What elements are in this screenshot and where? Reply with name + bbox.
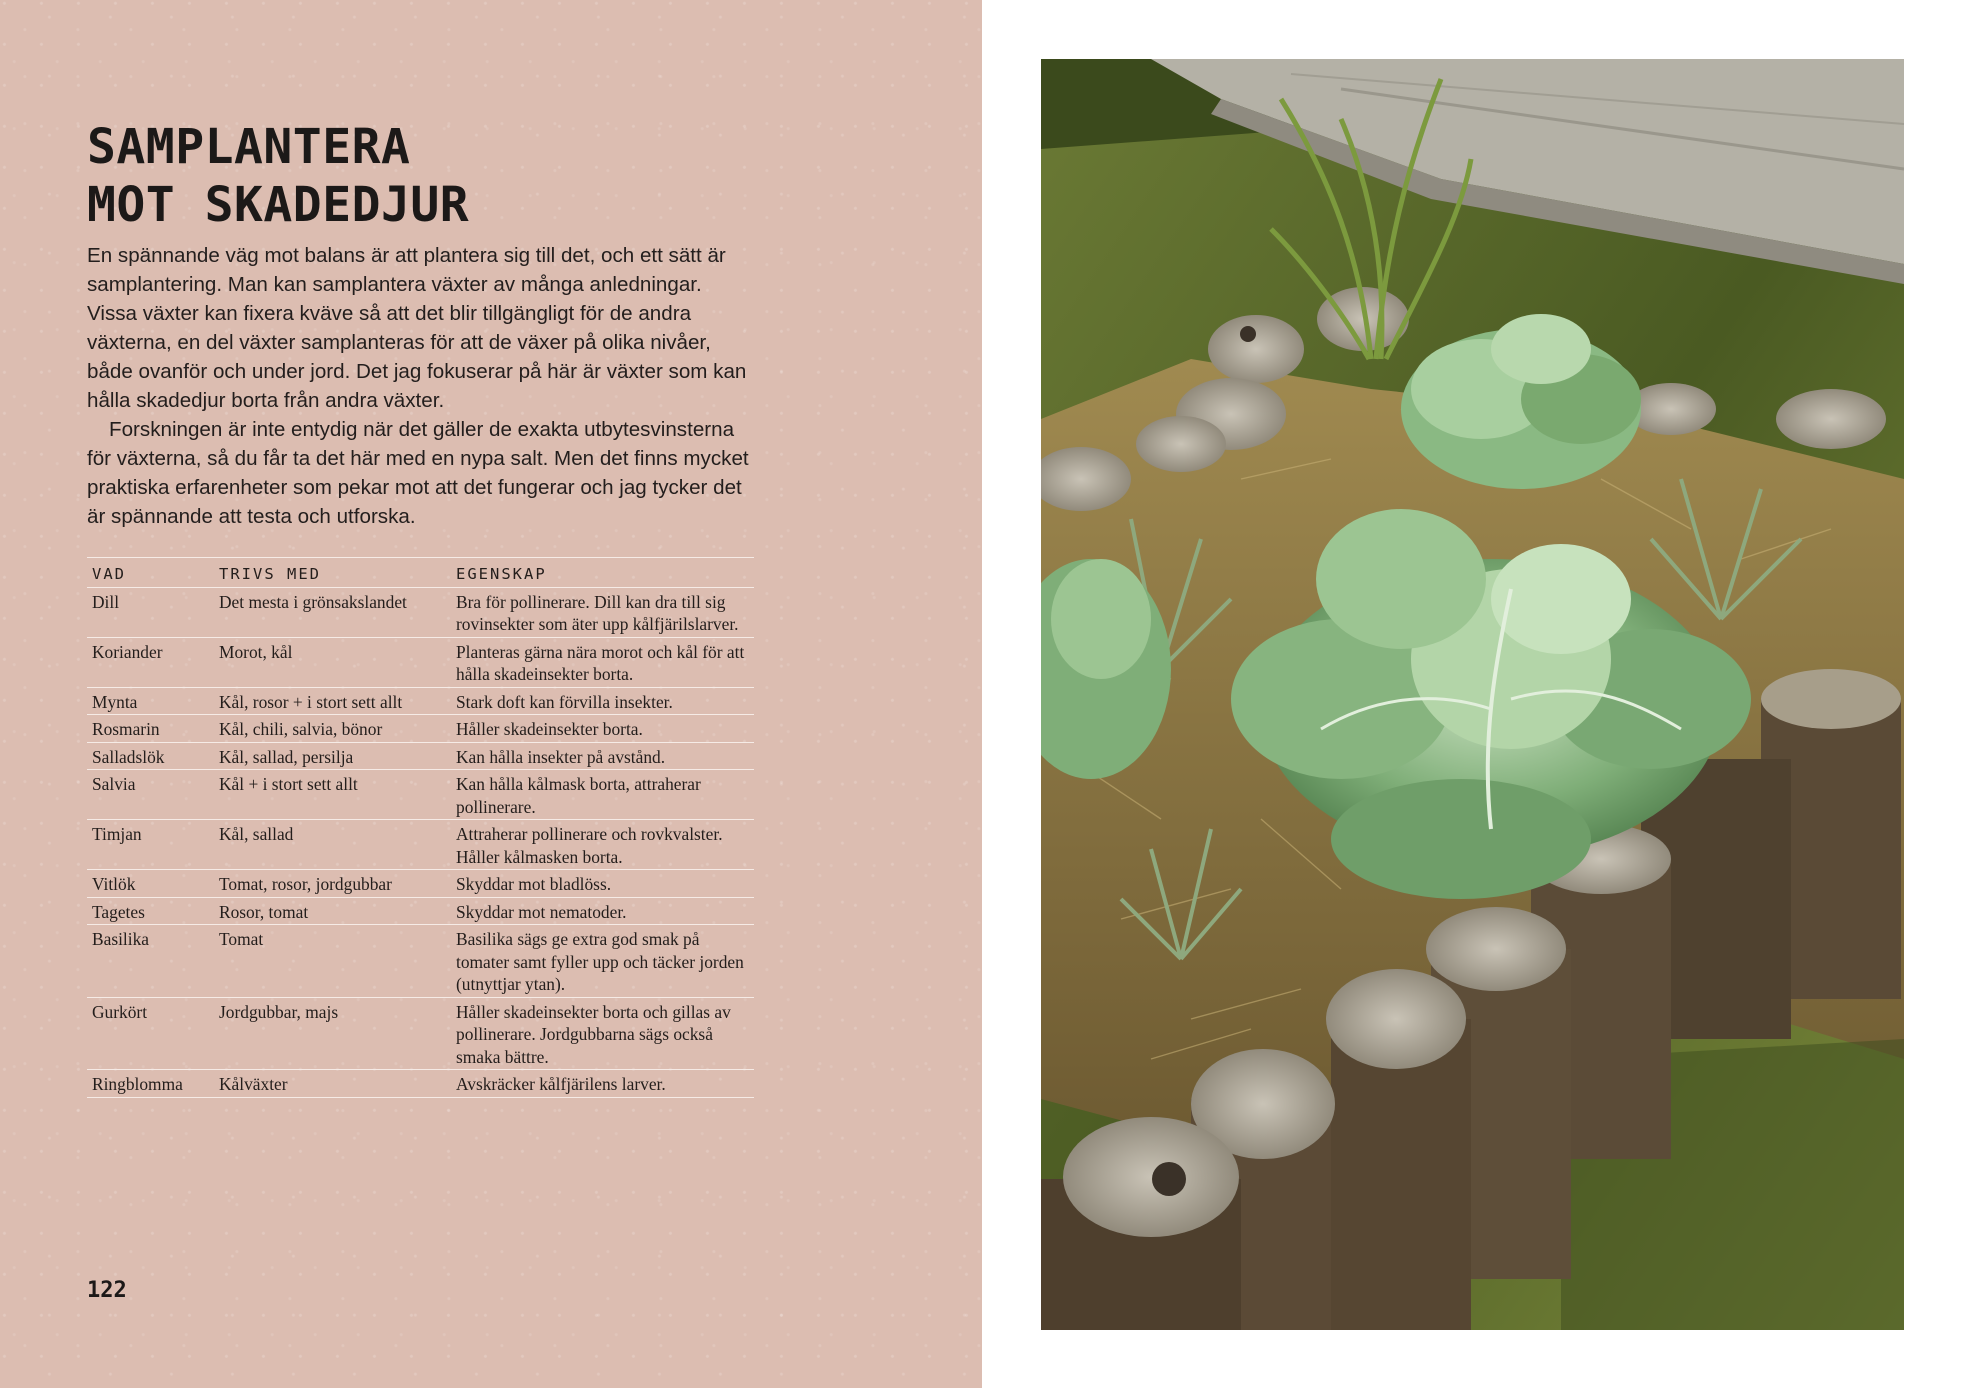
table-row bbox=[87, 870, 754, 898]
thrives-with: Kålväxter bbox=[214, 1070, 451, 1098]
garden-bed-photo bbox=[1041, 59, 1904, 1330]
thrives-with: Rosor, tomat bbox=[214, 897, 451, 925]
property: Stark doft kan förvilla insekter. bbox=[451, 687, 754, 715]
table-row bbox=[87, 770, 754, 820]
table-row bbox=[87, 742, 754, 770]
table-row bbox=[87, 1070, 754, 1098]
plant-name: Salvia bbox=[87, 770, 214, 820]
title-line-2: MOT SKADEDJUR bbox=[87, 177, 470, 233]
page-number: 122 bbox=[87, 1278, 127, 1303]
header-trivs-med: TRIVS MED bbox=[214, 558, 451, 588]
table-row bbox=[87, 637, 754, 687]
property: Bra för pollinerare. Dill kan dra till sig rovinsekter som äter upp kålfjärilslarver. bbox=[451, 587, 754, 637]
plant-name: Timjan bbox=[87, 820, 214, 870]
title-line-1: SAMPLANTERA bbox=[87, 119, 411, 175]
property: Håller skadeinsekter borta. bbox=[451, 715, 754, 743]
intro-paragraph-2: Forskningen är inte entydig när det gäller de exakta utbytesvinsterna för växterna, så du får ta det här med en nypa salt. Men det finns mycket praktiska erfarenheter som pekar mot att det fungerar och jag tycker det är spännande att testa och utforska. bbox=[87, 418, 749, 528]
thrives-with: Tomat, rosor, jordgubbar bbox=[214, 870, 451, 898]
table-row bbox=[87, 715, 754, 743]
property: Kan hålla kålmask borta, attraherar pollinerare. bbox=[451, 770, 754, 820]
plant-name: Tagetes bbox=[87, 897, 214, 925]
thrives-with: Kål, sallad bbox=[214, 820, 451, 870]
thrives-with: Tomat bbox=[214, 925, 451, 998]
plant-name: Salladslök bbox=[87, 742, 214, 770]
property: Planteras gärna nära morot och kål för att hålla skadeinsekter borta. bbox=[451, 637, 754, 687]
page-title bbox=[87, 118, 469, 234]
property: Basilika sägs ge extra god smak på tomater samt fyller upp och täcker jorden (utnyttjar ytan). bbox=[451, 925, 754, 998]
property: Skyddar mot nematoder. bbox=[451, 897, 754, 925]
companion-planting-table bbox=[87, 557, 754, 1098]
plant-name: Ringblomma bbox=[87, 1070, 214, 1098]
plant-name: Vitlök bbox=[87, 870, 214, 898]
property: Kan hålla insekter på avstånd. bbox=[451, 742, 754, 770]
plant-name: Mynta bbox=[87, 687, 214, 715]
thrives-with: Kål + i stort sett allt bbox=[214, 770, 451, 820]
intro-text bbox=[87, 241, 755, 531]
thrives-with: Kål, sallad, persilja bbox=[214, 742, 451, 770]
plant-name: Basilika bbox=[87, 925, 214, 998]
property: Skyddar mot bladlöss. bbox=[451, 870, 754, 898]
plant-name: Dill bbox=[87, 587, 214, 637]
plant-name: Koriander bbox=[87, 637, 214, 687]
header-egenskap: EGENSKAP bbox=[451, 558, 754, 588]
table-row bbox=[87, 925, 754, 998]
intro-paragraph-1: En spännande väg mot balans är att plantera sig till det, och ett sätt är samplantering. Man kan samplantera växter av många anledningar. Vissa växter kan fixera kväve så att det blir tillgängligt för de andra växterna, en del växter samplanteras för att de växer på olika nivåer, både ovanför och under jord. Det jag fokuserar på här är växter som kan hålla skadedjur borta från andra växter. bbox=[87, 244, 747, 412]
property: Håller skadeinsekter borta och gillas av pollinerare. Jordgubbarna sägs också smaka bättre. bbox=[451, 997, 754, 1070]
table-row bbox=[87, 587, 754, 637]
thrives-with: Kål, rosor + i stort sett allt bbox=[214, 687, 451, 715]
thrives-with: Morot, kål bbox=[214, 637, 451, 687]
thrives-with: Jordgubbar, majs bbox=[214, 997, 451, 1070]
header-vad: VAD bbox=[87, 558, 214, 588]
plant-name: Rosmarin bbox=[87, 715, 214, 743]
thrives-with: Det mesta i grönsakslandet bbox=[214, 587, 451, 637]
property: Attraherar pollinerare och rovkvalster. Håller kålmasken borta. bbox=[451, 820, 754, 870]
cabbage-bed-illustration bbox=[1041, 59, 1904, 1330]
table-row bbox=[87, 897, 754, 925]
table-header-row bbox=[87, 558, 754, 588]
thrives-with: Kål, chili, salvia, bönor bbox=[214, 715, 451, 743]
left-page bbox=[0, 0, 982, 1388]
plant-name: Gurkört bbox=[87, 997, 214, 1070]
table-row bbox=[87, 687, 754, 715]
table-row bbox=[87, 820, 754, 870]
property: Avskräcker kålfjärilens larver. bbox=[451, 1070, 754, 1098]
table-row bbox=[87, 997, 754, 1070]
